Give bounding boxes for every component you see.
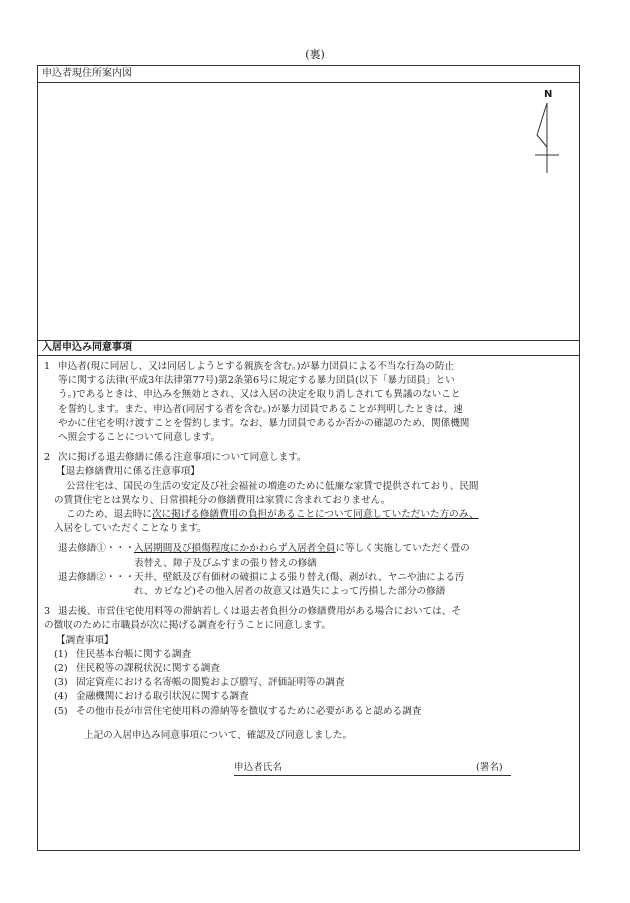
survey-item	[44, 648, 572, 662]
repair-underlined: 入居期間及び損傷程度にかかわらず入居者全員	[134, 543, 336, 555]
survey-number: (3)	[54, 677, 68, 689]
item1-line: やかに住宅を明け渡すことを誓約します。なお、暴力団員であるか否かの確認のため、関係機関	[58, 417, 470, 429]
survey-text: 住民基本台帳に関する調査	[76, 648, 192, 660]
notice-line	[44, 508, 572, 522]
notice-line: 入居をしていただくことなります。	[54, 523, 207, 535]
survey-heading: 【調査事項】	[56, 634, 114, 646]
consent-item-3	[44, 605, 572, 619]
signature-row	[44, 761, 572, 779]
item2-intro: 次に掲げる退去修繕に係る注意事項について同意します。	[58, 452, 307, 464]
item3-line: の徴収のために市職員が次に掲げる調査を行うことに同意します。	[44, 620, 332, 632]
repair-line: 天井、壁紙及び有価材の破損による張り替え(傷、剥がれ、ヤニや油による汚	[134, 571, 465, 583]
north-arrow-icon	[531, 89, 571, 199]
survey-item	[44, 676, 572, 690]
repair-label: 退去修繕①・・・	[58, 543, 135, 555]
item1-line: へ照会することについて同意します。	[58, 432, 221, 444]
confirmation-statement: 上記の入居申込み同意事項について、確認及び同意しました。	[84, 729, 353, 741]
survey-text: その他市長が市営住宅使用料の滞納等を徴収するために必要があると認める調査	[76, 705, 422, 717]
survey-item	[44, 690, 572, 704]
form-frame	[37, 65, 580, 851]
notice-line-pre: このため、退去時に	[66, 509, 152, 521]
notice-line: の賃貸住宅とは異なり、日常損耗分の修繕費用は家賃に含まれておりません。	[54, 494, 391, 506]
consent-section-title: 入居申込み同意事項	[38, 340, 579, 356]
survey-number: (1)	[54, 648, 68, 660]
map-section-title: 申込者現住所案内図	[38, 66, 579, 83]
survey-item	[44, 705, 572, 719]
repair-rest: に等しく実施していただく畳の	[335, 543, 470, 555]
survey-text: 金融機関における取引状況に関する調査	[76, 691, 249, 703]
consent-body	[44, 360, 572, 779]
consent-item-1	[44, 360, 572, 445]
item1-line: 等に関する法律(平成3年法律第77号)第2条第6号に規定する暴力団員(以下「暴力団員」とい	[58, 375, 455, 387]
repair-line: 表替え、障子及びふすまの張り替えの修繕	[134, 557, 317, 569]
notice-heading: 【退去修繕費用に係る注意事項】	[56, 466, 200, 478]
notice-line-underlined: 次に掲げる修繕費用の負担があることについて同意していただいた方のみ、	[151, 509, 479, 521]
item-number: 3	[44, 606, 51, 618]
repair-label: 退去修繕②・・・	[58, 571, 135, 583]
notice-line: 公営住宅は、国民の生活の安定及び社会福祉の増進のために低廉な家賃で提供されており、民間	[66, 480, 479, 492]
repair-item-2	[44, 571, 572, 599]
survey-item	[44, 662, 572, 676]
repair-item-1	[44, 542, 572, 570]
applicant-name-label: 申込者氏名	[234, 762, 282, 774]
north-label: N	[544, 89, 553, 100]
item3-line: 退去後、市営住宅使用料等の滞納若しくは退去者負担分の修繕費用がある場合においては、そ	[58, 606, 461, 618]
survey-text: 固定資産における名寄帳の閲覧および謄写、評価証明等の調査	[76, 677, 345, 689]
map-drawing-area[interactable]	[38, 83, 579, 340]
item-number: 1	[44, 361, 51, 372]
survey-number: (5)	[54, 705, 68, 717]
item1-line: を誓約します。また、申込者(同居する者を含む。)が暴力団員であることが判明したときは、速	[58, 403, 463, 415]
signature-label: (署名)	[476, 762, 503, 774]
survey-number: (4)	[54, 691, 68, 703]
item-number: 2	[44, 452, 51, 464]
page-side-label: (裏)	[305, 48, 325, 61]
item1-line: 申込者(現に同居し、又は同居しようとする親族を含む。)が暴力団員による不当な行為の防止	[58, 361, 455, 372]
item1-line: う。)であるときは、申込みを無効とされ、又は入居の決定を取り消しされても異議のないこと	[58, 389, 461, 401]
consent-item-2	[44, 451, 572, 465]
survey-text: 住民税等の課税状況に関する調査	[76, 663, 220, 675]
survey-number: (2)	[54, 663, 68, 675]
repair-line: れ、カビなど)その他入居者の故意又は過失によって汚損した部分の修繕	[134, 586, 446, 598]
repair-line	[134, 542, 572, 556]
